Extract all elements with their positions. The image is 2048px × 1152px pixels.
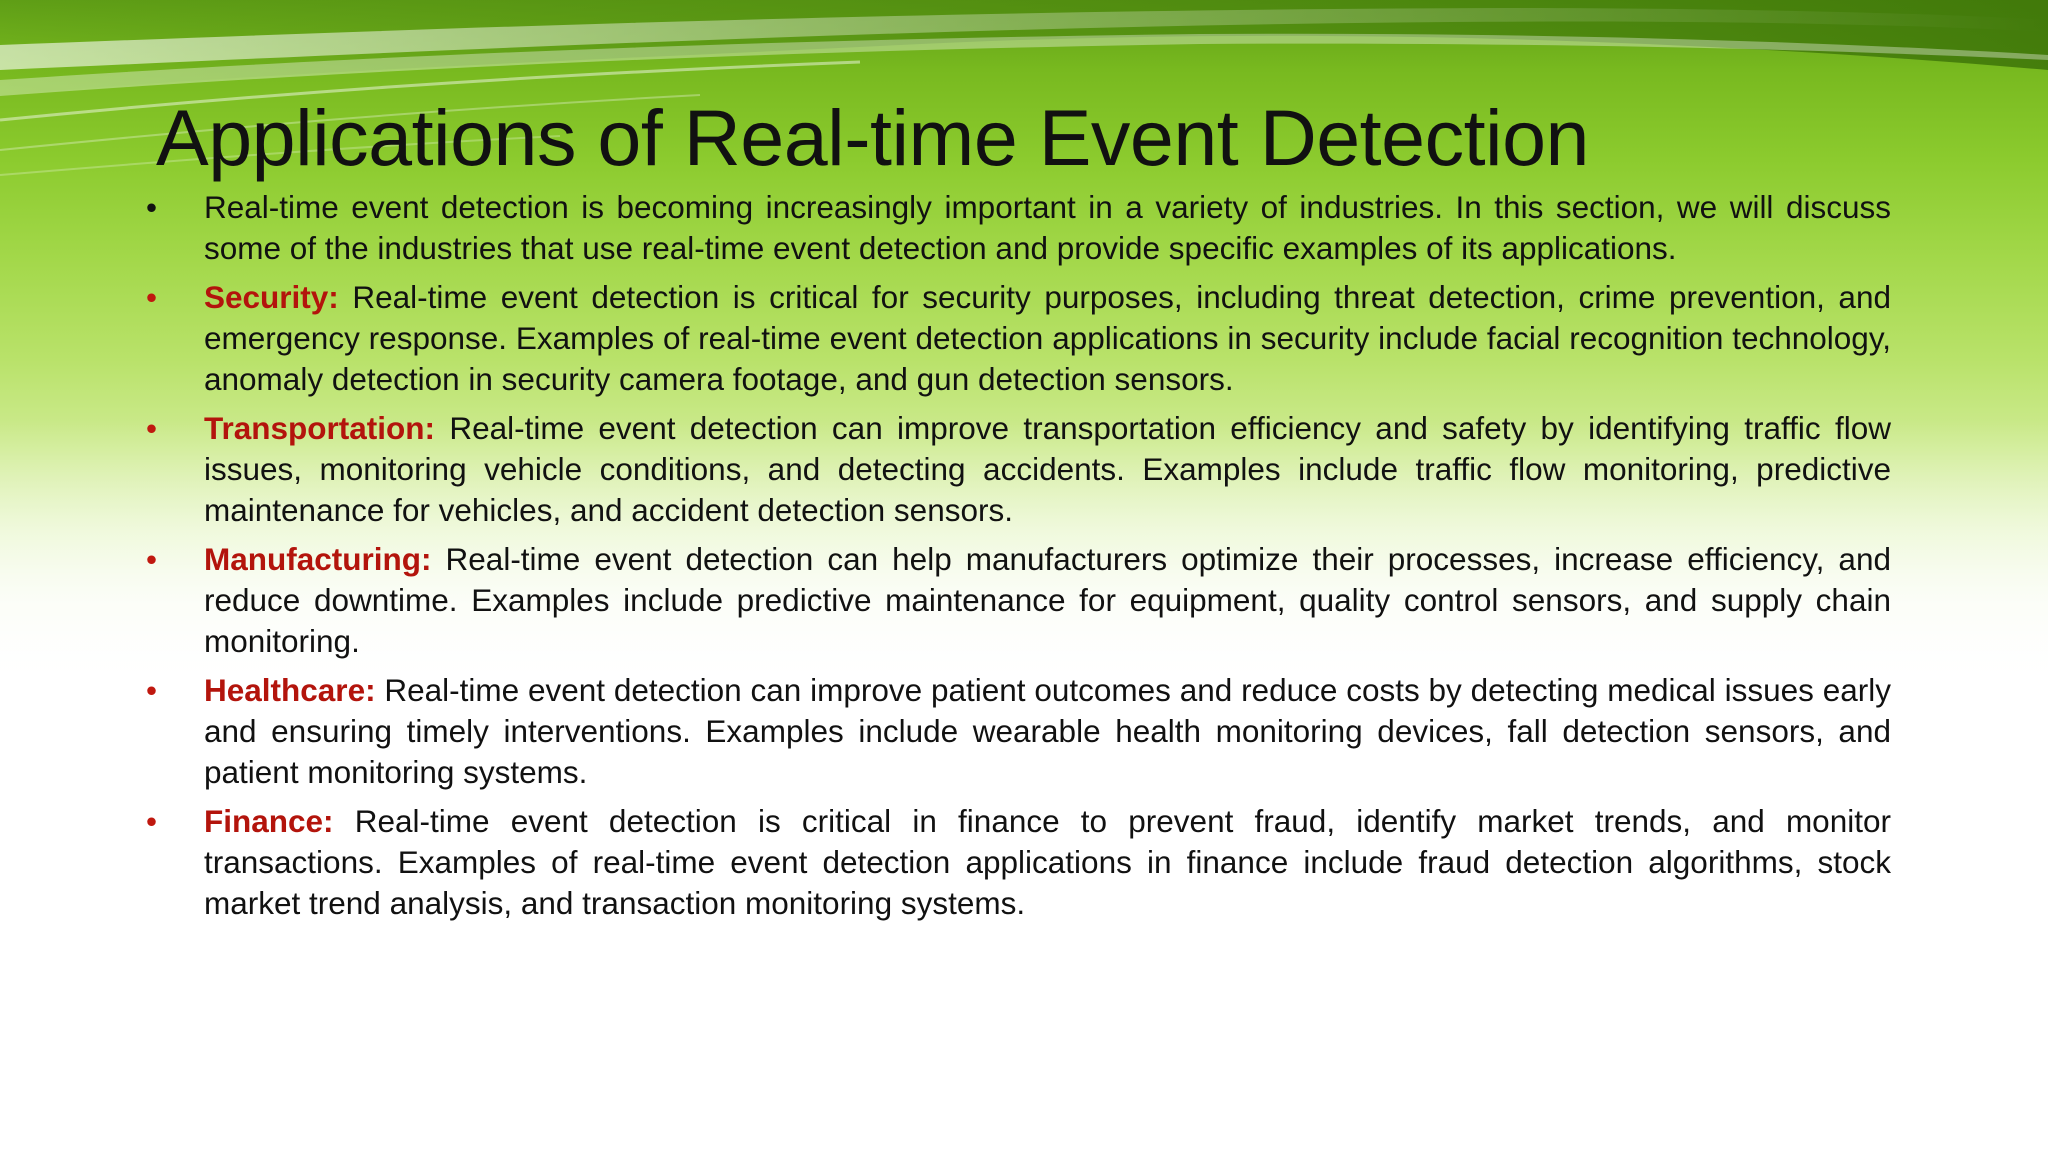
bullet-text: Real-time event detection can improve transportation efficiency and safety by identifying traffic flow issues, monitoring vehicle conditions, and detecting accidents. Examples include traffic flow monitoring, predictive maintenance for vehicles, and accident detection sensors. <box>204 410 1891 528</box>
bullet-text: Real-time event detection is becoming increasingly important in a variety of industries. In this section, we will discuss some of the industries that use real-time event detection and provide specific examples of its applications. <box>204 189 1891 266</box>
bullet-icon: • <box>146 541 158 577</box>
bullet-icon: • <box>146 672 158 708</box>
bullet-lead: Security: <box>204 279 339 315</box>
bullet-icon: • <box>146 189 158 225</box>
bullet-icon: • <box>146 803 158 839</box>
bullet-text: Real-time event detection is critical in finance to prevent fraud, identify market trends, and monitor transactions. Examples of real-time event detection applications in finance include fraud detection algorithms, stock market trend analysis, and transaction monitoring systems. <box>204 803 1891 921</box>
bullet-list <box>146 187 1891 932</box>
list-item <box>146 801 1891 924</box>
list-item <box>146 277 1891 400</box>
bullet-lead: Finance: <box>204 803 334 839</box>
bullet-lead: Transportation: <box>204 410 436 446</box>
bullet-lead: Healthcare: <box>204 672 376 708</box>
bullet-text: Real-time event detection can help manufacturers optimize their processes, increase efficiency, and reduce downtime. Examples include predictive maintenance for equipment, quality control sensors, and supply chain monitoring. <box>204 541 1891 659</box>
bullet-text: Real-time event detection can improve patient outcomes and reduce costs by detecting medical issues early and ensuring timely interventions. Examples include wearable health monitoring devices, fall detection sensors, and patient monitoring systems. <box>204 672 1891 790</box>
bullet-icon: • <box>146 410 158 446</box>
bullet-text: Real-time event detection is critical for security purposes, including threat detection, crime prevention, and emergency response. Examples of real-time event detection applications in security include facial recognition technology, anomaly detection in security camera footage, and gun detection sensors. <box>204 279 1891 397</box>
slide-title: Applications of Real-time Event Detection <box>156 93 1589 182</box>
list-item <box>146 187 1891 269</box>
bullet-lead: Manufacturing: <box>204 541 432 577</box>
list-item <box>146 539 1891 662</box>
bullet-icon: • <box>146 279 158 315</box>
list-item <box>146 670 1891 793</box>
list-item <box>146 408 1891 531</box>
